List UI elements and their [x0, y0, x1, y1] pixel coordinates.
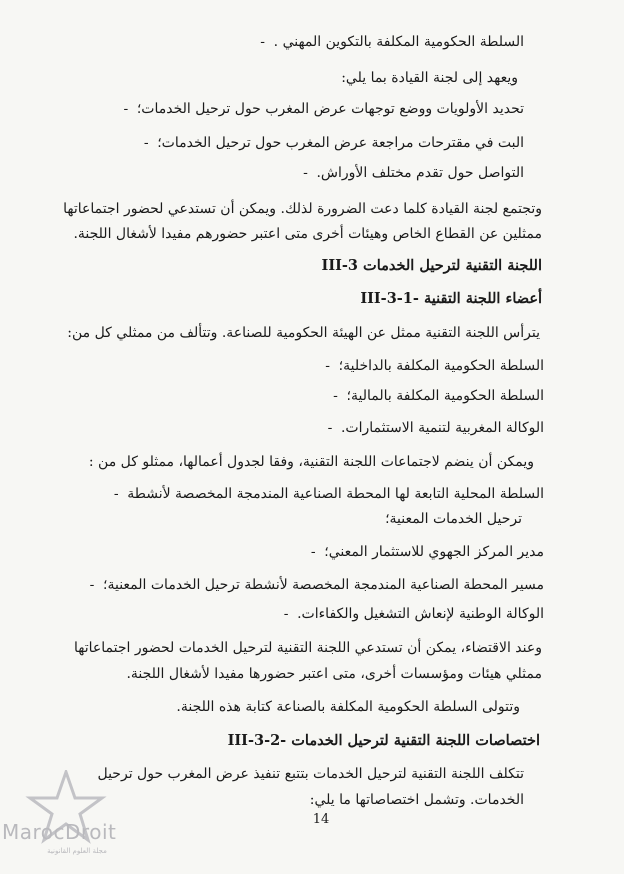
bullet-line: [319, 418, 544, 438]
line-text: البت في مقترحات مراجعة عرض المغرب حول ترحيل الخدمات؛: [157, 135, 524, 151]
bullet-line: [275, 604, 544, 624]
bullet-dash: -: [260, 34, 266, 50]
heading-text: III-3 اللجنة التقنية لترحيل الخدمات: [321, 257, 542, 274]
line-text: السلطة الحكومية المكلفة بالمالية؛: [346, 388, 544, 404]
paragraph-line: [310, 790, 524, 810]
paragraph-line: [126, 664, 542, 684]
line-text: الوكالة الوطنية لإنعاش التشغيل والكفاءات.: [297, 606, 544, 622]
paragraph-line: [73, 224, 542, 244]
line-text: يترأس اللجنة التقنية ممثل عن الهيئة الحكومية للصناعة. وتتألف من ممثلي كل من:: [67, 325, 540, 341]
line-text: مسير المحطة الصناعية المندمجة المخصصة لأنشطة ترحيل الخدمات المعنية؛: [103, 577, 544, 593]
bullet-line: [317, 356, 544, 376]
paragraph-line: [341, 68, 518, 88]
subsection-heading: [228, 731, 540, 751]
bullet-line: [325, 386, 544, 406]
line-text: ويعهد إلى لجنة القيادة بما يلي:: [341, 70, 518, 86]
line-text: السلطة الحكومية المكلفة بالداخلية؛: [338, 358, 544, 374]
bullet-line: [252, 32, 524, 52]
line-text: ممثلي هيئات ومؤسسات أخرى، متى اعتبر حضورها مفيدا لأشغال اللجنة.: [126, 666, 542, 682]
heading-text: III-3-1- أعضاء اللجنة التقنية: [360, 290, 542, 307]
bullet-line: [302, 542, 544, 562]
subsection-heading: [360, 289, 542, 309]
bullet-dash: -: [283, 606, 289, 622]
bullet-dash: -: [89, 577, 95, 593]
paragraph-line: [74, 638, 542, 658]
bullet-dash: -: [325, 358, 330, 374]
line-text: الخدمات. وتشمل اختصاصاتها ما يلي:: [309, 792, 524, 808]
bullet-dash: -: [327, 420, 333, 436]
line-text: السلطة الحكومية المكلفة بالتكوين المهني .: [273, 34, 524, 50]
line-text: تتكلف اللجنة التقنية لترحيل الخدمات بتتبع تنفيذ عرض المغرب حول ترحيل: [97, 766, 524, 782]
bullet-line: [105, 484, 544, 504]
line-text: التواصل حول تقدم مختلف الأوراش.: [316, 165, 524, 181]
page-number: 14: [312, 812, 330, 827]
line-text: وعند الاقتضاء، يمكن أن تستدعي اللجنة التقنية لترحيل الخدمات لحضور اجتماعاتها: [74, 640, 542, 656]
bullet-line: [81, 575, 544, 595]
line-text: مدير المركز الجهوي للاستثمار المعني؛: [324, 544, 544, 560]
line-text: الوكالة المغربية لتنمية الاستثمارات.: [340, 420, 544, 436]
watermark-brand: MarocDroit: [2, 820, 117, 844]
bullet-dash: -: [143, 135, 149, 151]
paragraph-line: [67, 323, 540, 343]
bullet-dash: -: [123, 101, 129, 117]
watermark-subtitle: مجلة العلوم القانونية: [47, 847, 107, 855]
bullet-line: [135, 133, 524, 153]
bullet-dash: -: [303, 165, 308, 181]
line-text: السلطة المحلية التابعة لها المحطة الصناعية المندمجة المخصصة لأنشطة: [127, 486, 544, 502]
line-text: ترحيل الخدمات المعنية؛: [385, 511, 522, 527]
paragraph-line: [97, 764, 524, 784]
line-text: تحديد الأولويات ووضع توجهات عرض المغرب حول ترحيل الخدمات؛: [136, 101, 524, 117]
bullet-line: [294, 163, 524, 183]
paragraph-line: [176, 697, 520, 717]
line-text: ويمكن أن ينضم لاجتماعات اللجنة التقنية، وفقا لجدول أعمالها، ممثلو كل من :: [88, 454, 534, 470]
line-text: وتجتمع لجنة القيادة كلما دعت الضرورة لذلك. ويمكن أن تستدعي لحضور اجتماعاتها: [63, 201, 542, 217]
bullet-continuation: [385, 509, 522, 529]
section-heading: [322, 256, 542, 276]
bullet-line: [115, 99, 524, 119]
line-text: وتتولى السلطة الحكومية المكلفة بالصناعة كتابة هذه اللجنة.: [176, 699, 520, 715]
heading-text: III-3-2- اختصاصات اللجنة التقنية لترحيل الخدمات: [227, 732, 540, 749]
line-text: ممثلين عن القطاع الخاص وهيئات أخرى متى اعتبر حضورهم مفيدا لأشغال اللجنة.: [73, 226, 542, 242]
bullet-dash: -: [333, 388, 338, 404]
bullet-dash: -: [310, 544, 316, 560]
paragraph-line: [89, 452, 534, 472]
paragraph-line: [63, 199, 542, 219]
bullet-dash: -: [113, 486, 119, 502]
